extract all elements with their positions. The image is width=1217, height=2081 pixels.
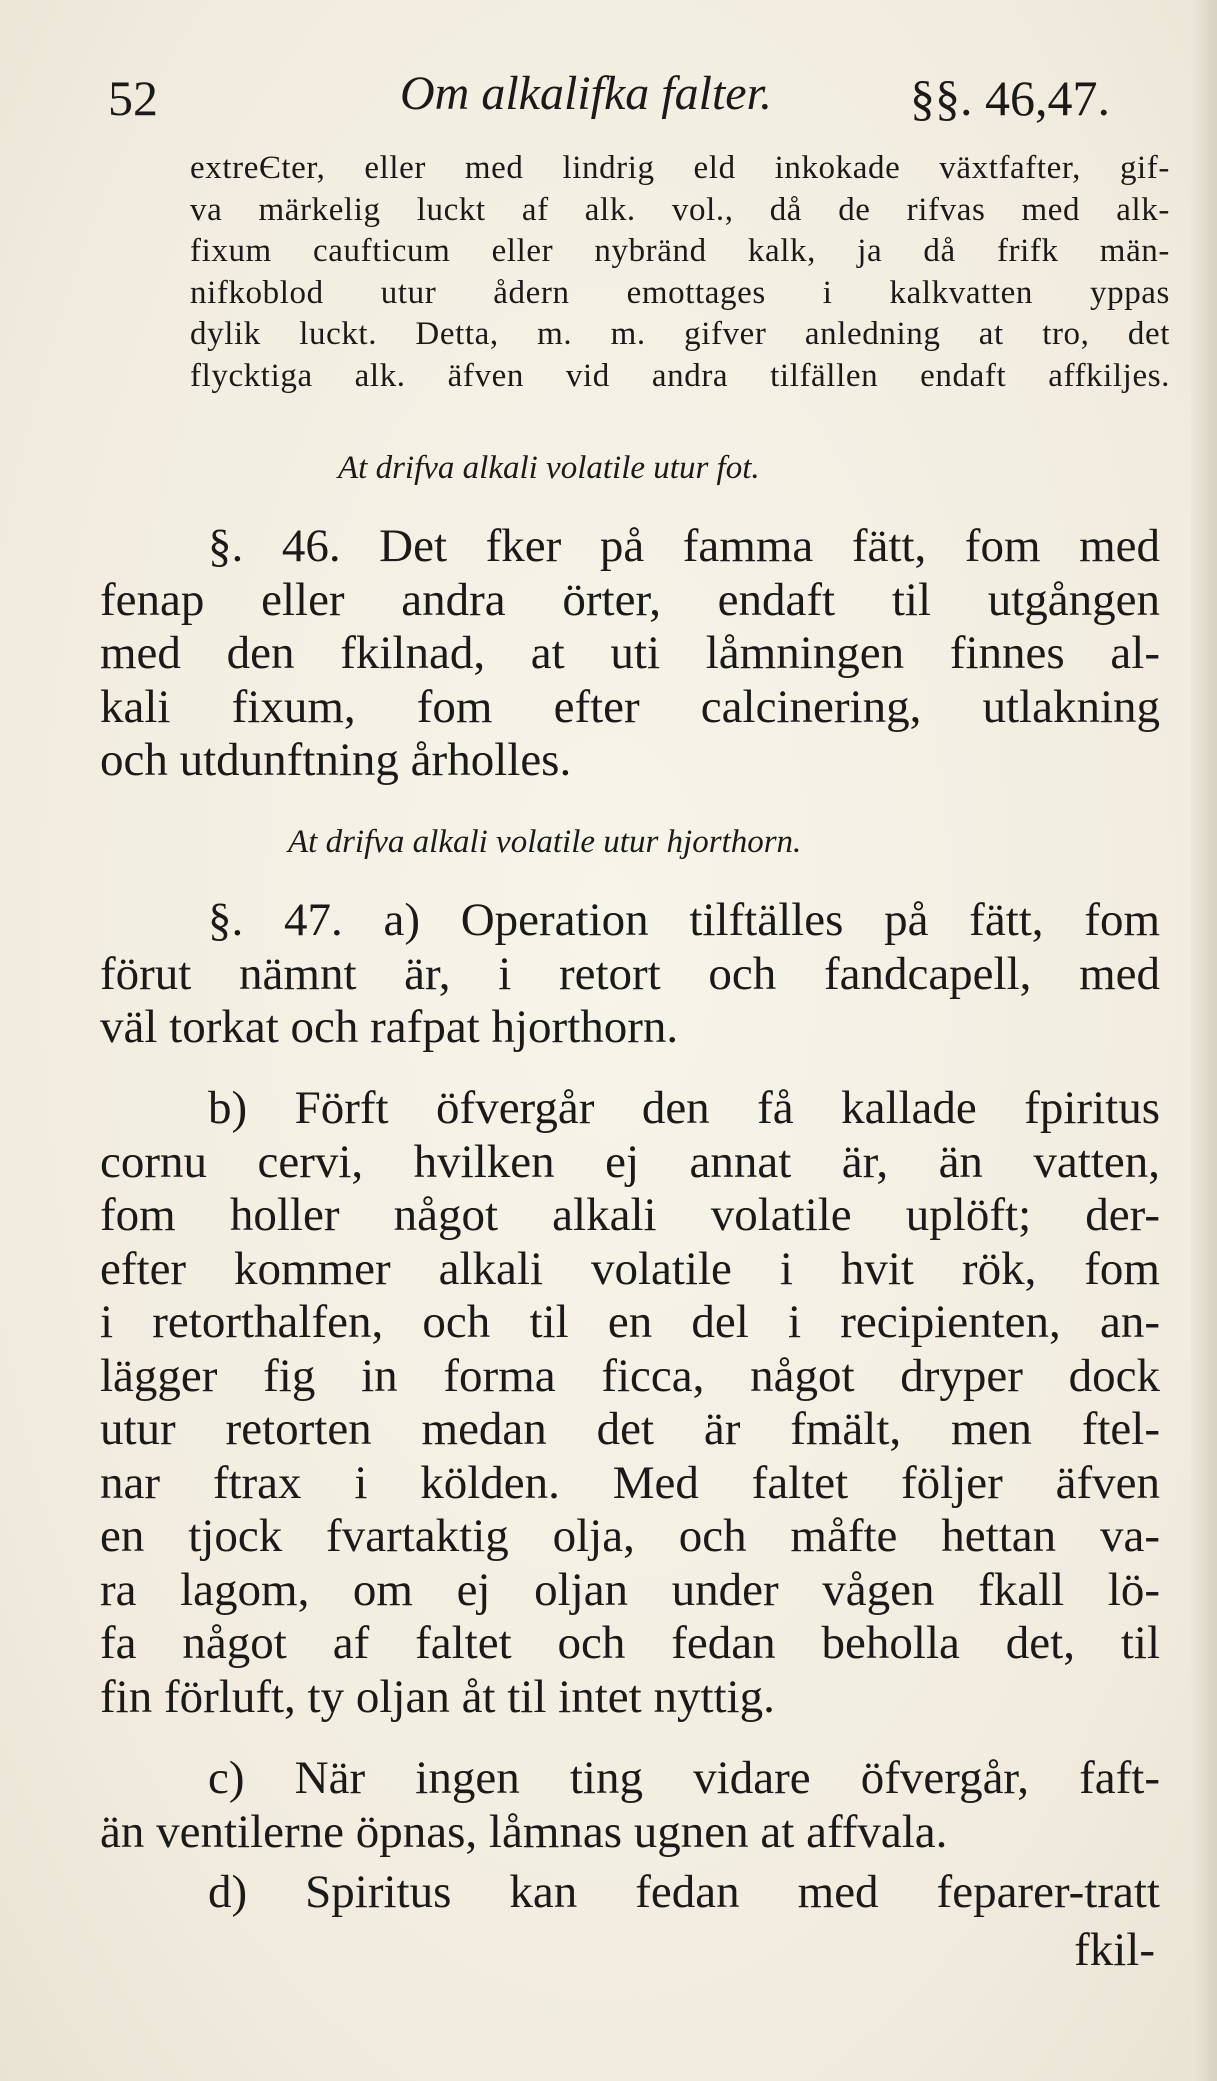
- text-line: kali fixum, fom efter calcinering, utlakning: [100, 680, 1160, 733]
- page-number: 52: [108, 70, 158, 126]
- page-edge-shadow: [1191, 0, 1217, 2081]
- catchword: fkil-: [1074, 1924, 1155, 1976]
- section-reference: §§. 46,47.: [910, 70, 1110, 126]
- text-line: b) Förft öfvergår den få kallade fpiritus: [208, 1082, 1160, 1134]
- running-header: [100, 62, 1110, 132]
- text-line: fom holler något alkali volatile uplöft; der-: [100, 1189, 1160, 1241]
- text-line: i retorthalfen, och til en del i recipienten, an-: [100, 1296, 1160, 1348]
- text-line: fa något af faltet och fedan beholla det, til: [100, 1617, 1160, 1669]
- text-line: utur retorten medan det är fmält, men ftel-: [100, 1403, 1160, 1455]
- text-line: fenap eller andra örter, endaft til utgången: [100, 573, 1160, 626]
- text-line: §. 47. a) Operation tilftälles på fätt, fom: [208, 894, 1160, 946]
- text-line: lägger fig in forma ficca, något dryper dock: [100, 1349, 1160, 1402]
- section-heading-47: At drifva alkali volatile utur hjorthorn.: [288, 824, 802, 860]
- intro-line: extreЄter, eller med lindrig eld inkokade växtfafter, gif-: [190, 150, 1170, 186]
- intro-line: fixum caufticum eller nybränd kalk, ja då frifk män-: [190, 233, 1170, 269]
- section-47a-paragraph: [100, 894, 1160, 1055]
- text-line: c) När ingen ting vidare öfvergår, faft-: [208, 1752, 1160, 1804]
- text-line: förut nämnt är, i retort och fandcapell, med: [100, 947, 1160, 1000]
- text-line: väl torkat och rafpat hjorthorn.: [100, 1001, 679, 1053]
- text-line: ra lagom, om ej oljan under vågen fkall lö-: [100, 1563, 1160, 1616]
- intro-line: flycktiga alk. äfven vid andra tilfällen endaft affkiljes.: [190, 357, 1170, 394]
- intro-line: va märkelig luckt af alk. vol., då de rifvas med alk-: [190, 191, 1170, 228]
- text-line: med den fkilnad, at uti låmningen finnes al-: [100, 627, 1160, 679]
- section-47b-paragraph: [100, 1082, 1160, 1724]
- text-line: och utdunftning årholles.: [100, 734, 572, 786]
- text-line: en tjock fvartaktig olja, och måfte hettan va-: [100, 1510, 1160, 1562]
- intro-line: dylik luckt. Detta, m. m. gifver anledning at tro, det: [190, 316, 1170, 352]
- section-46-paragraph: [100, 520, 1160, 788]
- text-line: nar ftrax i kölden. Med faltet följer äfven: [100, 1456, 1160, 1509]
- intro-paragraph: [190, 148, 1170, 397]
- text-line: §. 46. Det fker på famma fätt, fom med: [208, 520, 1160, 572]
- section-heading-46: At drifva alkali volatile utur fot.: [338, 450, 760, 486]
- running-title: Om alkalifka falter.: [400, 67, 772, 120]
- text-line: fin förluft, ty oljan åt til intet nyttig.: [100, 1670, 775, 1723]
- intro-line: nifkoblod utur ådern emottages i kalkvatten yppas: [190, 274, 1170, 311]
- text-line: efter kommer alkali volatile i hvit rök, fom: [100, 1242, 1160, 1295]
- section-47c-paragraph: [100, 1752, 1160, 1859]
- section-47d-paragraph: [100, 1866, 1160, 1920]
- text-line: än ventilerne öpnas, låmnas ugnen at affvala.: [100, 1805, 948, 1858]
- text-line: d) Spiritus kan fedan med feparer-tratt: [208, 1866, 1160, 1918]
- text-line: cornu cervi, hvilken ej annat är, än vatten,: [100, 1135, 1160, 1188]
